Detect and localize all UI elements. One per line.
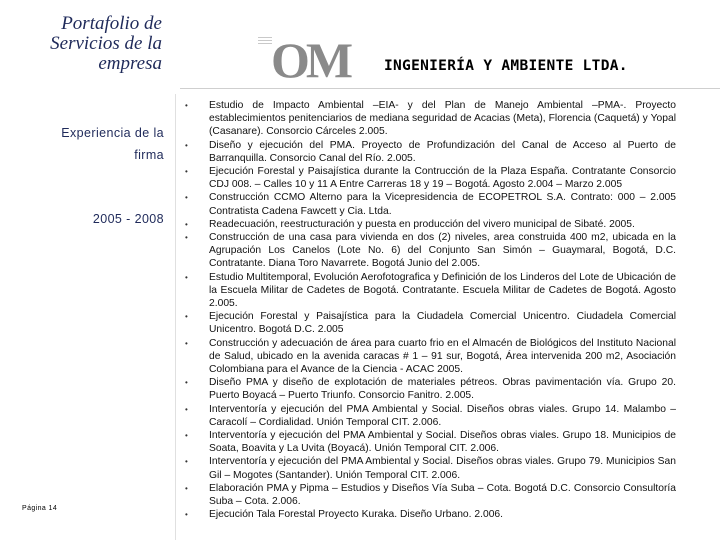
page-number: Página 14 <box>22 505 58 512</box>
list-item: • Construcción y adecuación de área para cuarto frio en el Almacén de Biológicos del Instituto Nacional de Salud, ubicado en la avenida caracas # 1 – 91 sur, Bogotá, Área intervenida 200 m2, Asociación Colombiana para el Avance de la Ciencia - ACAC 2005. <box>184 337 676 377</box>
section-label: Experiencia de la firma <box>61 126 164 162</box>
experience-list <box>184 99 676 522</box>
list-item: • Construcción de una casa para vivienda en dos (2) niveles, area construida 400 m2, ubicada en la Agrupación Los Canelos (Lote No. 6) del Conjunto San Simón – Guaymaral, Bogotá, D.C. Contratante. Diana Toro Navarrete. Bogotá Junio del 2.005. <box>184 231 676 271</box>
page-title: Portafolio de Servicios de la empresa <box>50 13 162 74</box>
list-item: • Estudio de Impacto Ambiental –EIA- y del Plan de Manejo Ambiental –PMA-. Proyecto establecimientos penitenciarios de mediana seguridad de Acacias (Meta), Florencia (Caquetá) y Yopal (Casanare). Consorcio Cárceles 2.005. <box>184 99 676 139</box>
list-item: • Interventoría y ejecución del PMA Ambiental y Social. Diseños obras viales. Grupo 79. Municipios San Gil – Mogotes (Santander). Unión Temporal CIT. 2.006. <box>184 455 676 481</box>
list-item: • Readecuación, reestructuración y puesta en producción del vivero municipal de Sibaté. 2005. <box>184 218 676 231</box>
logo-graphic <box>258 34 366 82</box>
list-item: • Ejecución Forestal y Paisajística durante la Contrucción de la Plaza España. Contratante Consorcio CDJ 008. – Calles 10 y 11 A Entre Carreras 18 y 19 – Bogotá. Agosto 2.004 – Marzo 2.005 <box>184 165 676 191</box>
year-range: 2005 - 2008 <box>92 212 164 226</box>
list-item: • Interventoría y ejecución del PMA Ambiental y Social. Diseños obras viales. Grupo 14. Malambo – Caracolí – Cordialidad. Unión Temporal CIT. 2.006. <box>184 403 676 429</box>
list-item: • Diseño PMA y diseño de explotación de materiales pétreos. Obras pavimentación vía. Grupo 20. Puerto Boyacá – Puerto Triunfo. Consorcio Fanitro. 2.005. <box>184 376 676 402</box>
list-item: • Interventoría y ejecución del PMA Ambiental y Social. Diseños obras viales. Grupo 18. Municipios de Soata, Boavita y La Uvita (Boyacá). Unión Temporal CIT. 2.006. <box>184 429 676 455</box>
company-logo <box>258 34 366 82</box>
header-divider <box>180 88 720 89</box>
column-divider <box>175 94 176 540</box>
list-item: • Ejecución Tala Forestal Proyecto Kuraka. Diseño Urbano. 2.006. <box>184 508 676 521</box>
list-item: • Construcción CCMO Alterno para la Vicepresidencia de ECOPETROL S.A. Contrato: 000 – 2.005 Contratista Cadena Fawcett y Cia. Ltda. <box>184 191 676 217</box>
list-item: • Ejecución Forestal y Paisajística para la Ciudadela Comercial Unicentro. Ciudadela Comercial Unicentro. Bogotá D.C. 2.005 <box>184 310 676 336</box>
list-item: • Diseño y ejecución del PMA. Proyecto de Profundización del Canal de Acceso al Puerto de Barranquilla. Consorcio Canal del Río. 2.005. <box>184 139 676 165</box>
logo-text: OM <box>270 34 350 82</box>
company-name: INGENIERÍA Y AMBIENTE LTDA. <box>384 58 628 74</box>
list-item: • Estudio Multitemporal, Evolución Aerofotografica y Definición de los Linderos del Lote de Ubicación de la Escuela Militar de Cadetes de Bogotá. Contratante. Escuela Militar de Cadetes de Bogotá. Agosto 2.005. <box>184 271 676 311</box>
list-item: • Elaboración PMA y Pipma – Estudios y Diseños Vía Suba – Cota. Bogotá D.C. Consorcio Consultoría Suba – Cota. 2.006. <box>184 482 676 508</box>
